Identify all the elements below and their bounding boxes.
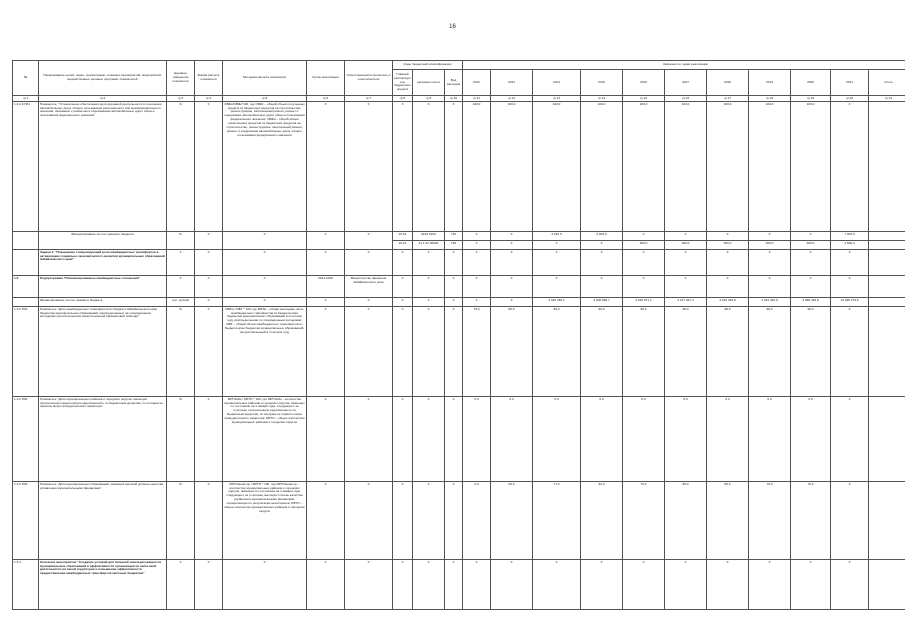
row-value: 0,0 [581,397,623,482]
row-value: Х [791,232,831,241]
row-form: Х [195,232,223,250]
row-period: Х [307,250,345,276]
row-vr: Х [445,298,463,307]
row-unit: тыс. рублей [167,298,195,307]
row-period: Х [307,232,345,250]
row-value: Х [831,397,869,482]
row-no: 1.3.0.П01 [13,307,39,397]
colnum: гр.6 [307,96,345,102]
row-value: Х [463,232,491,241]
header-resp: Ответственный исполнитель и соисполнители [345,61,393,96]
colnum: гр.11 [463,96,491,102]
table-row [13,560,905,610]
colnum: гр.14 [581,96,623,102]
colnum: гр.12 [491,96,533,102]
row-unit: Х [167,560,195,610]
row-name: Финансирование за счет краевого бюджета [39,298,167,307]
row-value: Х [623,276,665,298]
row-value: Х [749,250,791,276]
row-resp: Х [345,307,393,397]
row-value: 2 904,0 [581,232,623,241]
row-form: Х [195,276,223,298]
row-value: Х [463,298,491,307]
row-form: Х [195,298,223,307]
header-year: 2012 [463,70,491,96]
row-unit: % [167,482,195,560]
row-value: 0,0 [463,397,491,482]
header-year: 2020 [791,70,831,96]
page-number: 16 [449,24,456,30]
table-row [13,276,905,298]
row-value: 3 088 326,8 [791,298,831,307]
row-grbs: Х [393,276,413,298]
row-csr: 0163 0100 [413,232,445,241]
header-csr: Целевая статья [413,70,445,96]
row-value: 0,0 [665,397,707,482]
row-method: Х [223,560,307,610]
row-resp: Х [345,560,393,610]
row-value: Х [831,307,869,397]
header-year: 2021 [831,70,869,96]
row-csr: Х [413,250,445,276]
row-value: 0,0 [491,397,533,482]
row-method: Х [223,232,307,250]
row-period: Х [307,307,345,397]
row-resp: Х [345,250,393,276]
row-value: Х [491,298,533,307]
row-csr: 01 1 02 00000 [413,241,445,250]
row-value: 300,0 [707,241,749,250]
table-row [13,482,905,560]
row-value: Х [623,232,665,241]
row-value: Х [707,276,749,298]
row-vr: 730 [445,241,463,250]
row-period: Х [307,560,345,610]
header-year: 2017 [665,70,707,96]
header-year: 2014 [533,70,581,96]
row-grbs: Х [393,307,413,397]
row-csr: Х [413,298,445,307]
row-resp: Х [345,482,393,560]
colnum: гр.13 [533,96,581,102]
row-method: Х [223,250,307,276]
row-method: Х [223,298,307,307]
row-value: Х [533,276,581,298]
row-value: 2 926 871,1 [623,298,665,307]
row-value: 100,0 [581,102,623,232]
header-vr: Вид расходов [445,70,463,96]
colnum: гр.15 [623,96,665,102]
row-value: Х [581,241,623,250]
row-grbs: Х [393,397,413,482]
row-value: 19 368 279,5 [831,298,869,307]
row-value: 75,0 [749,482,791,560]
row-value: Х [749,232,791,241]
row-value: 0,0 [707,397,749,482]
row-csr: Х [413,560,445,610]
row-value: Х [831,102,869,232]
table-row [13,298,905,307]
row-value: 100,0 [665,102,707,232]
row-grbs: Х [393,102,413,232]
row-name: Финансирование за счет краевого бюджета [39,232,167,250]
row-form: Х [195,482,223,560]
row-value: Х [533,241,581,250]
row-unit: % [167,397,195,482]
header-vals: Значения по годам реализации [463,61,905,70]
colnum: гр.4 [195,96,223,102]
row-vr: Х [445,250,463,276]
row-unit: Х [167,250,195,276]
row-csr: Х [413,102,445,232]
row-value: 77,0 [533,482,581,560]
header-year: 2018 [707,70,749,96]
row-value: 1 500,0 [831,241,869,250]
row-form: Х [195,102,223,232]
row-value: Х [665,232,707,241]
row-method: МРГОмонитор / МРГО * 100, где МРГОмонитор – количество муниципальных районов и городских округов, имеющих по состоянию на 1 января года, следующего за отчетным, высокую степень качества управления муниципальными финансами, определенную по результатам мониторинга; МРГО – общее количество муниципальных районов и городских округов [223,482,307,560]
row-value: Х [791,276,831,298]
colnum: гр.1 [13,96,39,102]
row-no: 1.3.1. [13,560,39,610]
colnum: гр.9 [413,96,445,102]
row-value: 85,0 [491,307,533,397]
row-value: 98,0 [749,307,791,397]
header-year: 2016 [623,70,665,96]
row-method: МРГОмбк / МРГО * 100, где МРГОмбк – количество муниципальных районов и городских округов, имеющих по состоянию на 1 января года, следующего за отчетным, просроченную задолженность по бюджетным кредитам, по которым не приняты меры принудительного характера; МРГО – общее количество муниципальных районов и городских округов [223,397,307,482]
table-row [13,102,905,232]
row-value: Х [463,241,491,250]
row-value: Х [463,276,491,298]
row-value: 85,0 [665,482,707,560]
row-value: 100,0 [491,102,533,232]
row-value: 0,0 [749,397,791,482]
row-unit: % [167,102,195,232]
row-value: 100,0 [707,102,749,232]
row-resp: Х [345,298,393,307]
colnum: гр.18 [749,96,791,102]
colnum: гр.7 [345,96,393,102]
row-no: 1.3 [13,276,39,298]
row-name: Основное мероприятие "Создание условий для большей заинтересованности муниципальных образований в эффективности организации их налоговой деятельности на своей территории и повышение эффективности предоставления межбюджетных трансфертов местным бюджетам" [39,560,167,610]
row-method: ОБФс/ОБФн*100, где ОБФс – общий объем полученных средств из бюджетных кредитов на строительство, реконструкцию, капитальный ремонт, ремонт и содержание автомобильных дорог общего пользования федерального значения; ОБФн – общий объем начисленных кредитов из бюджетных кредитов на строительство, реконструкцию, капитальный ремонт, ремонт и содержание автомобильных дорог общего пользования федерального значения [223,102,307,232]
row-unit: Б [167,232,195,250]
row-value: 70,0 [791,482,831,560]
row-value: 98,0 [791,307,831,397]
row-resp: Х [345,232,393,250]
row-unit: Х [167,276,195,298]
row-no: 1.2.2.0.П01 [13,102,39,232]
table-row [13,307,905,397]
row-value: 0,0 [533,397,581,482]
row-value: 7 002,5 [831,232,869,241]
row-grbs: 15-01 [393,232,413,241]
row-csr: Х [413,482,445,560]
row-vr: Х [445,307,463,397]
row-value: Х [491,560,533,610]
row-grbs: Х [393,560,413,610]
row-value: Х [491,276,533,298]
header-total: Итого [869,70,905,96]
header-method: Методика расчета показателя [223,61,307,96]
row-value: 4 010,5 [533,232,581,241]
row-value: Х [581,276,623,298]
row-grbs: Х [393,482,413,560]
row-csr: Х [413,276,445,298]
row-value: 3 016 329,8 [707,298,749,307]
row-value: Х [665,276,707,298]
row-value: Х [491,250,533,276]
row-vr: Х [445,102,463,232]
row-period: Х [307,397,345,482]
row-value: 98,0 [665,307,707,397]
colnum: гр.20 [831,96,869,102]
row-value: 70,0 [623,482,665,560]
row-value: 98,0 [707,307,749,397]
row-csr: Х [413,397,445,482]
header-name: Наименование целей, задач, подпрограмм, основных мероприятий, мероприятий, ведомственных целевых программ, показателей [39,61,167,96]
row-value: Х [623,560,665,610]
row-value: 0,0 [791,397,831,482]
row-period: Х [307,298,345,307]
header-form: Форма расчета показателя [195,61,223,96]
row-value: Х [533,560,581,610]
row-value: Х [665,560,707,610]
row-name: Задача 3. "Повышение стимулирующей роли межбюджетных трансфертов в активизации социально-экономического развития муниципальных образований Забайкальского края" [39,250,167,276]
row-resp: Х [345,102,393,232]
row-value: 75,0 [463,307,491,397]
row-value: Х [791,560,831,610]
row-value: 100,0 [623,102,665,232]
colnum: гр.10 [445,96,463,102]
row-value: Х [707,560,749,610]
row-value: Х [831,276,869,298]
row-vr: Х [445,276,463,298]
header-no: № [13,61,39,96]
row-value: Х [707,232,749,241]
row-resp: Министерство финансов Забайкальского края [345,276,393,298]
colnum: гр.8 [393,96,413,102]
colnum: гр.21 [869,96,905,102]
row-value: Х [665,250,707,276]
row-value: 100,0 [533,102,581,232]
header-period: Сроки реализации [307,61,345,96]
row-value: 66,0 [491,482,533,560]
header-year: 2019 [749,70,791,96]
table-row [13,397,905,482]
row-value: 82,0 [581,482,623,560]
row-vr: Х [445,397,463,482]
row-value: Х [533,250,581,276]
row-value: Х [491,241,533,250]
row-value: Х [623,250,665,276]
row-period: Х [307,482,345,560]
row-unit: % [167,307,195,397]
row-grbs: Х [393,250,413,276]
row-value: 100,0 [749,102,791,232]
row-value: 3 034 336,8 [749,298,791,307]
row-name: Показатель "Доля муниципальных районов и городских округов, имеющих просроченную кредиторскую задолженность по бюджетным кредитам, по которым не приняты меры принудительного характера" [39,397,167,482]
row-value: 300,0 [749,241,791,250]
row-name: Подпрограмма "Сбалансированные межбюджетные отношения" [39,276,167,298]
row-value: 0,0 [463,482,491,560]
row-value: 300,0 [623,241,665,250]
indicators-table [12,60,905,610]
row-grbs: Х [393,298,413,307]
row-no: 1.3.0.П02 [13,397,39,482]
header-year: 2015 [581,70,623,96]
row-value: Х [707,250,749,276]
table-row [13,250,905,276]
row-method: Х [223,276,307,298]
row-name: Показатель "Доля межбюджетных трансфертов из бюджета Забайкальского края бюджетам муниципальных образований, распределяемых на утвержденным методикам (за исключением инвестиционной (финансовой помощи)" [39,307,167,397]
row-value: Х [581,560,623,610]
colnum: гр.16 [665,96,707,102]
row-value: Х [463,560,491,610]
colnum: гр.17 [707,96,749,102]
row-value: Х [749,276,791,298]
row-grbs: 15-01 [393,241,413,250]
row-name: Показатель "Доля муниципальных образований, имеющих высокий уровень качества управления муниципальными финансами" [39,482,167,560]
row-vr: Х [445,560,463,610]
row-value: 3 308 668,7 [581,298,623,307]
row-value: Х [791,250,831,276]
row-value: 100,0 [463,102,491,232]
header-unit: Единица измерения показателя [167,61,195,96]
header-year: 2013 [491,70,533,96]
colnum: гр.2 [39,96,167,102]
header-grbs: Главный распорядитель бюджетных средств [393,70,413,96]
row-form: Х [195,397,223,482]
row-no: 1.3.0.П03 [13,482,39,560]
row-value: 300,0 [665,241,707,250]
row-resp: Х [345,397,393,482]
colnum: гр.19 [791,96,831,102]
row-value: Х [831,560,869,610]
row-value: 3 227 067,4 [665,298,707,307]
row-method: МБТм / МБТ * 100, где МБТм – общая расходная часть межбюджетных трансфертов из бюджета края бюджетам муниципальных образований в отчетном году, распределенная по утвержденным методикам; МБТ – общий объем межбюджетных трансфертов из бюджета края бюджетам муниципальных образований, предоставленный в отчетном году [223,307,307,397]
row-value: 85,0 [707,482,749,560]
row-period: 2014-2020 [307,276,345,298]
row-value: 300,0 [791,241,831,250]
colnum: гр.5 [223,96,307,102]
row-value: 85,0 [533,307,581,397]
row-form: Х [195,307,223,397]
colnum: гр.3 [167,96,195,102]
row-value: Х [831,482,869,560]
row-value: 98,0 [623,307,665,397]
row-value: Х [491,232,533,241]
row-value: 3 326 285,1 [533,298,581,307]
row-value: Х [581,250,623,276]
row-value: Х [749,560,791,610]
row-value: Х [831,250,869,276]
row-value: 0,0 [623,397,665,482]
header-bk: Коды бюджетной классификации [393,61,463,70]
row-period: Х [307,102,345,232]
row-value: 100,0 [791,102,831,232]
table-row [13,232,905,241]
row-vr: 730 [445,232,463,241]
row-value: Х [463,250,491,276]
row-value: 90,0 [581,307,623,397]
row-vr: Х [445,482,463,560]
row-name: Показатель: "Установление обеспечения доли дорожной деятельности в отношении автомобильных дорог общего пользования регионального или межмуниципального значения, связанных с ремонтом и содержанием автомобильных дорог общего пользования федерального значения" [39,102,167,232]
row-csr: Х [413,307,445,397]
row-form: Х [195,560,223,610]
row-form: Х [195,250,223,276]
